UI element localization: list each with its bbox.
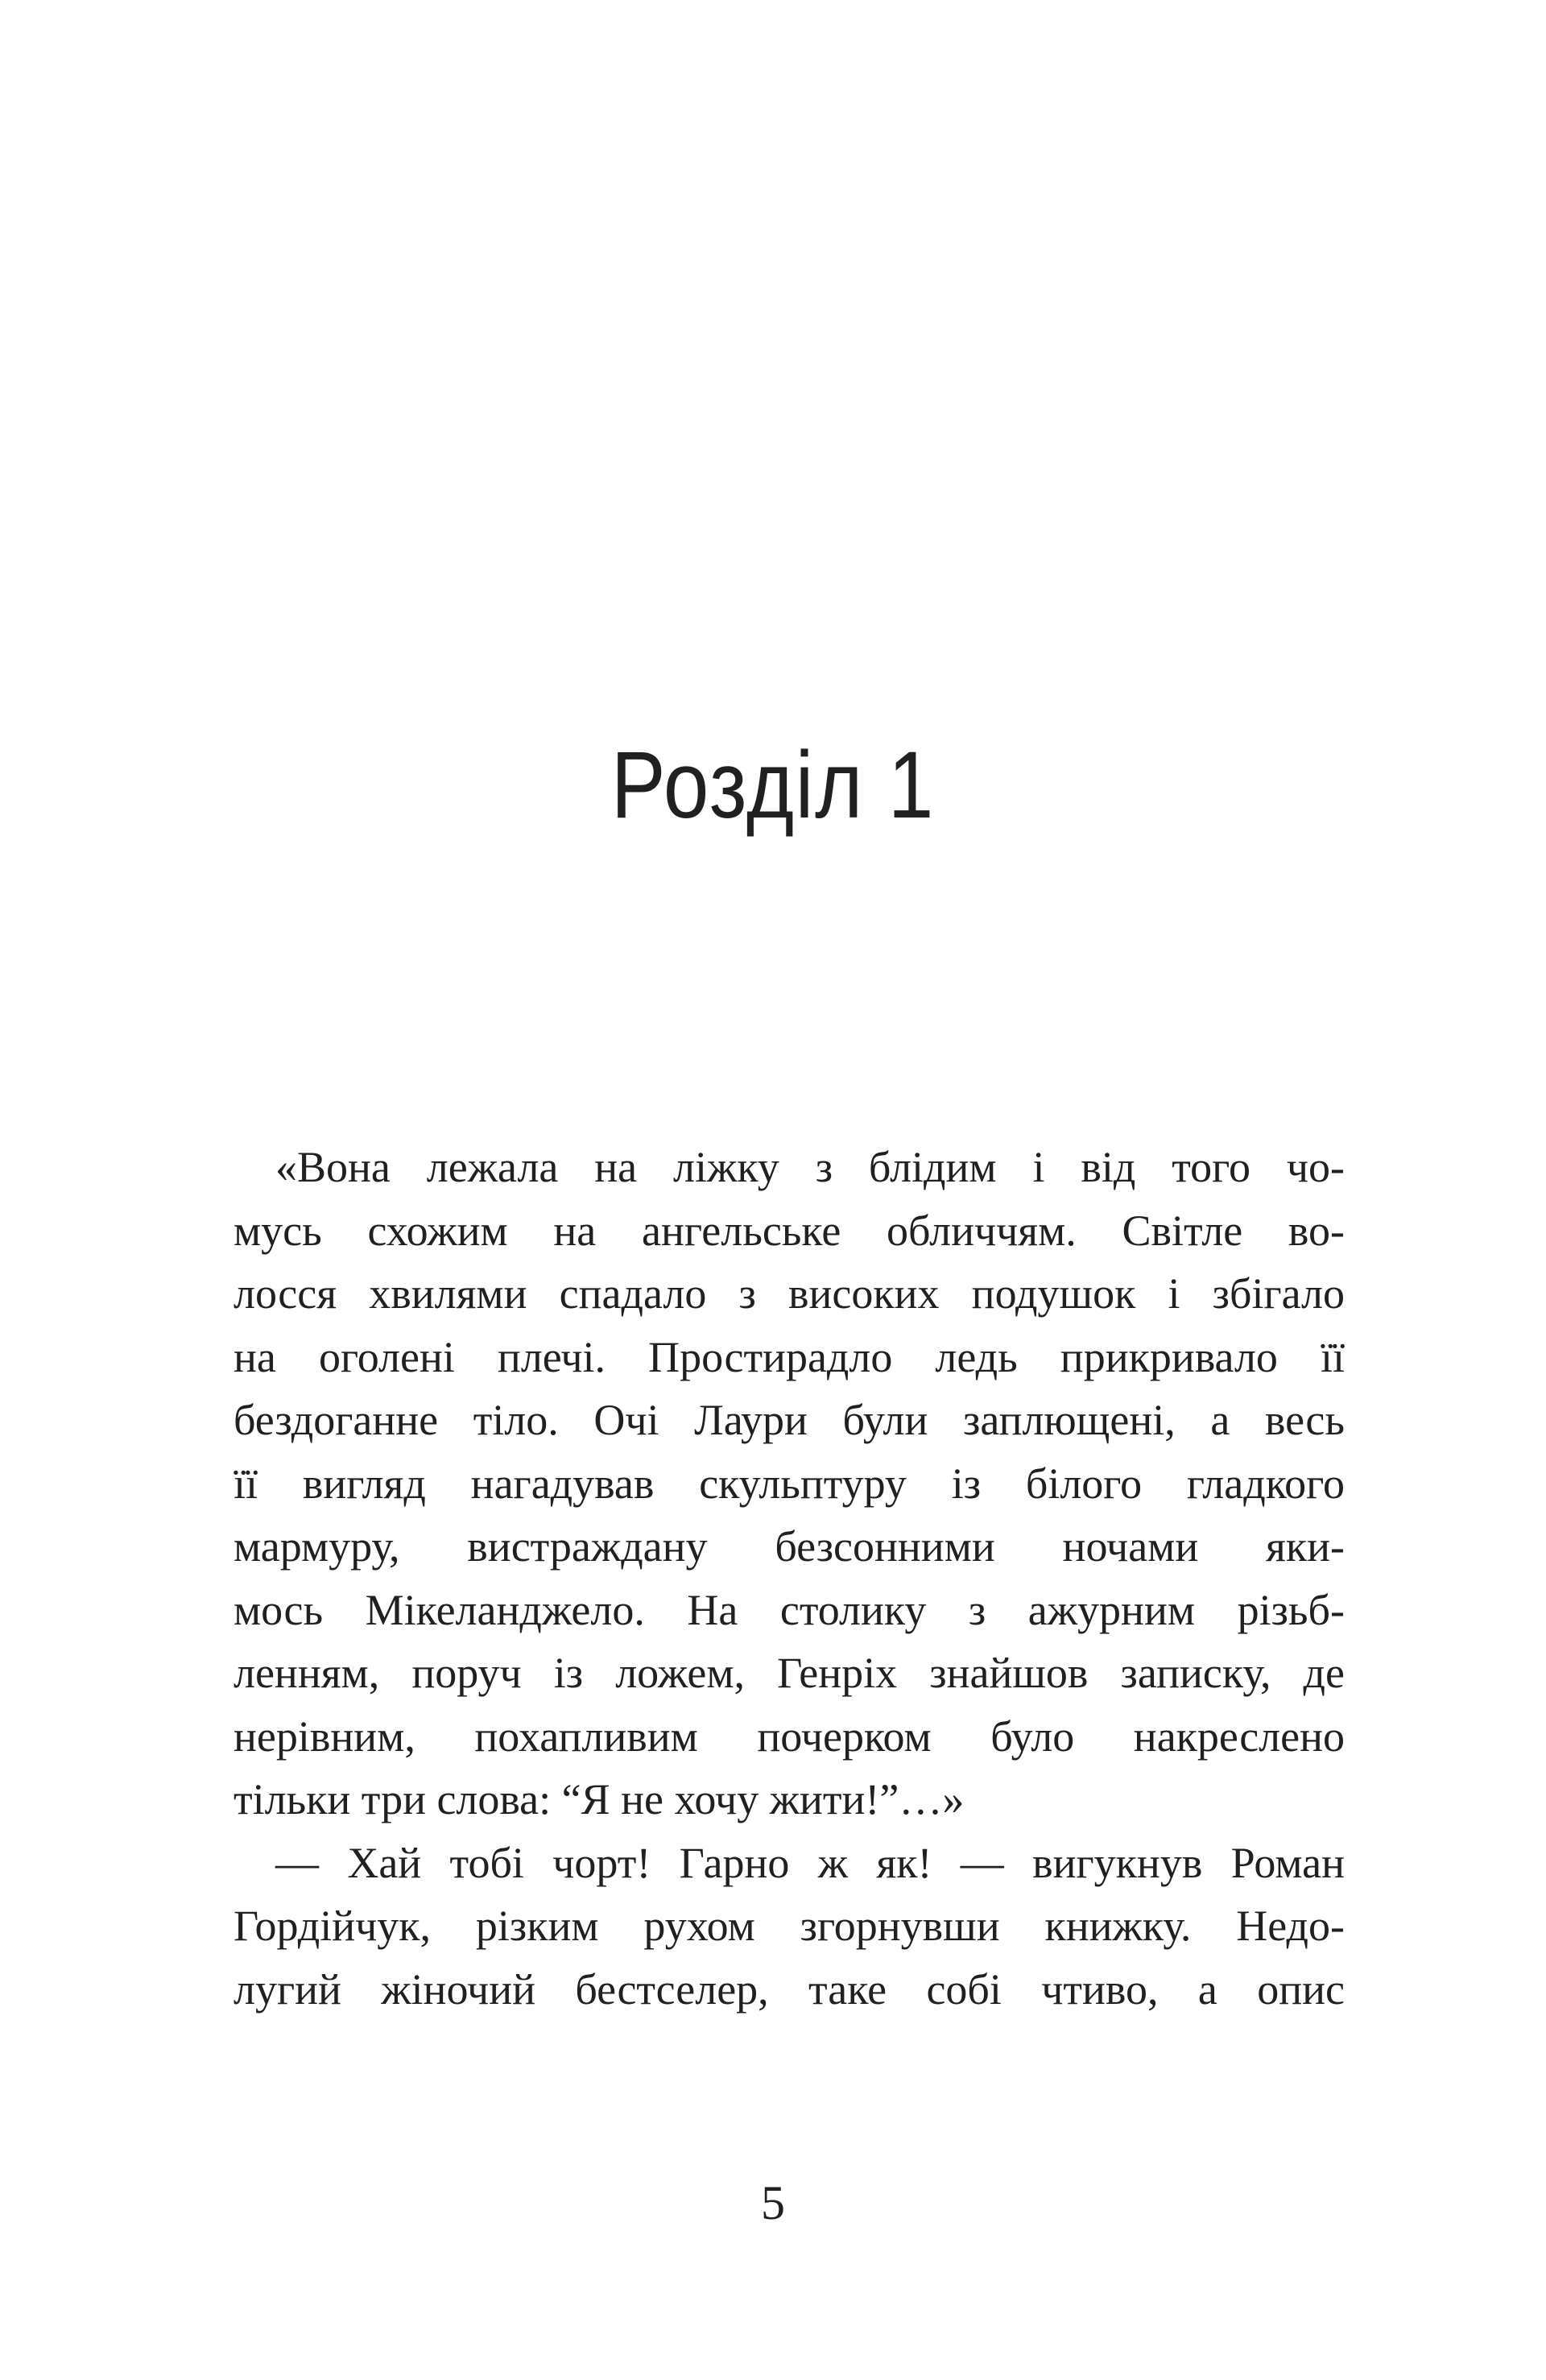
text-line: на оголені плечі. Простирадло ледь прикривало її [234, 1332, 1345, 1381]
text-line: тільки три слова: “Я не хочу жити!”…» [234, 1775, 965, 1823]
text-line: лугий жіночий бестселер, таке собі чтиво, а опис [234, 1964, 1345, 2014]
text-line: мусь схожим на ангельське обличчям. Світле во- [234, 1206, 1345, 1255]
text-line: лосся хвилями спадало з високих подушок і збігало [234, 1269, 1345, 1318]
text-line: мармуру, вистраждану безсонними ночами яки- [234, 1522, 1345, 1571]
page-number: 5 [761, 2176, 785, 2229]
text-line: ленням, поруч із ложем, Генріх знайшов записку, де [234, 1649, 1345, 1697]
paragraph-dialogue [234, 1832, 1345, 2022]
text-line: бездоганне тіло. Очі Лаури були заплющені, а весь [234, 1396, 1345, 1444]
body-text [234, 1136, 1345, 2021]
text-line: нерівним, похапливим почерком було накреслено [234, 1712, 1345, 1761]
paragraph-quote [234, 1136, 1345, 1832]
text-line: — Хай тобі чорт! Гарно ж як! — вигукнув Роман [275, 1838, 1345, 1887]
text-line: «Вона лежала на ліжку з блідим і від того чо- [275, 1143, 1345, 1191]
text-line: її вигляд нагадував скульптуру із білого гладкого [234, 1459, 1345, 1508]
chapter-title: Розділ 1 [610, 732, 936, 838]
text-line: Гордійчук, різким рухом згорнувши книжку. Недо- [234, 1902, 1345, 1950]
text-line: мось Мікеланджело. На столику з ажурним різьб- [234, 1585, 1345, 1634]
